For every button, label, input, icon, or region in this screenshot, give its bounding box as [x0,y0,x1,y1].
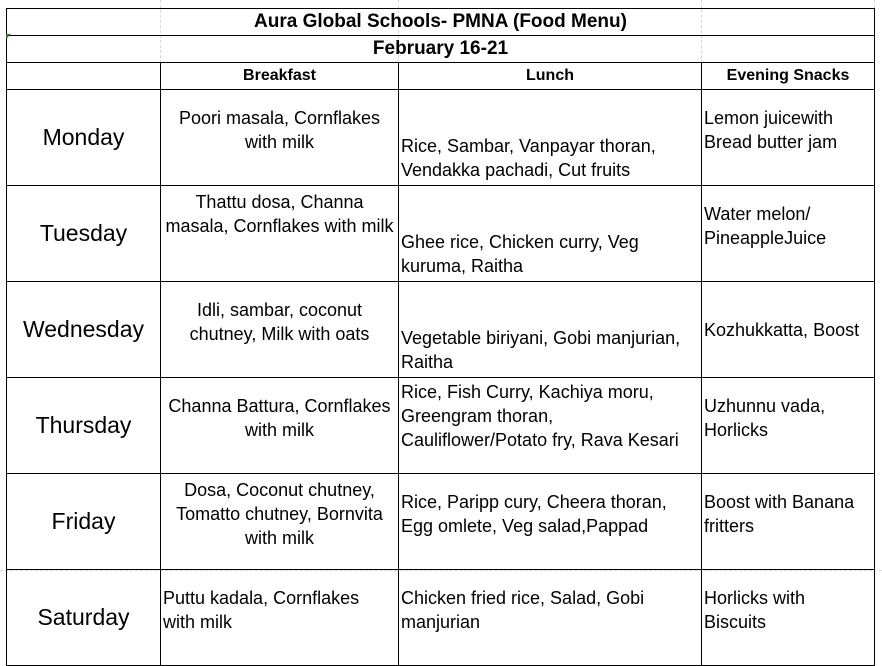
table-row [7,378,875,474]
table-row [7,282,875,378]
lunch-cell[interactable]: Rice, Paripp cury, Cheera thoran, Egg omlete, Veg salad,Pappad [399,474,702,570]
header-lunch[interactable]: Lunch [399,63,702,90]
breakfast-cell[interactable]: Thattu dosa, Channa masala, Cornflakes with milk [161,186,399,282]
breakfast-cell[interactable]: Channa Battura, Cornflakes with milk [161,378,399,474]
header-evening-snacks[interactable]: Evening Snacks [702,63,875,90]
lunch-cell[interactable]: Rice, Sambar, Vanpayar thoran, Vendakka pachadi, Cut fruits [399,90,702,186]
day-cell[interactable]: Thursday [7,378,161,474]
day-cell[interactable]: Wednesday [7,282,161,378]
snacks-cell[interactable]: Water melon/ PineappleJuice [702,186,875,282]
table-row [7,90,875,186]
lunch-cell[interactable]: Chicken fried rice, Salad, Gobi manjurian [399,570,702,666]
snacks-cell[interactable]: Kozhukkatta, Boost [702,282,875,378]
table-row [7,186,875,282]
table-row [7,474,875,570]
menu-title[interactable]: Aura Global Schools- PMNA (Food Menu) [7,9,875,36]
header-empty-cell[interactable] [7,63,161,90]
breakfast-cell[interactable]: Idli, sambar, coconut chutney, Milk with oats [161,282,399,378]
lunch-cell[interactable]: Vegetable biriyani, Gobi manjurian, Raitha [399,282,702,378]
day-cell[interactable]: Monday [7,90,161,186]
snacks-cell[interactable]: Boost with Banana fritters [702,474,875,570]
date-range[interactable]: February 16-21 [7,36,875,63]
lunch-cell[interactable]: Ghee rice, Chicken curry, Veg kuruma, Raitha [399,186,702,282]
food-menu-table [6,8,875,666]
snacks-cell[interactable]: Lemon juicewith Bread butter jam [702,90,875,186]
day-cell[interactable]: Tuesday [7,186,161,282]
day-cell[interactable]: Saturday [7,570,161,666]
table-row [7,570,875,666]
breakfast-cell[interactable]: Poori masala, Cornflakes with milk [161,90,399,186]
day-cell[interactable]: Friday [7,474,161,570]
breakfast-cell[interactable]: Dosa, Coconut chutney, Tomatto chutney, Bornvita with milk [161,474,399,570]
header-breakfast[interactable]: Breakfast [161,63,399,90]
lunch-cell[interactable]: Rice, Fish Curry, Kachiya moru, Greengram thoran, Cauliflower/Potato fry, Rava Kesari [399,378,702,474]
snacks-cell[interactable]: Uzhunnu vada, Horlicks [702,378,875,474]
cell-error-indicator-icon [6,34,11,39]
breakfast-cell[interactable]: Puttu kadala, Cornflakes with milk [161,570,399,666]
snacks-cell[interactable]: Horlicks with Biscuits [702,570,875,666]
